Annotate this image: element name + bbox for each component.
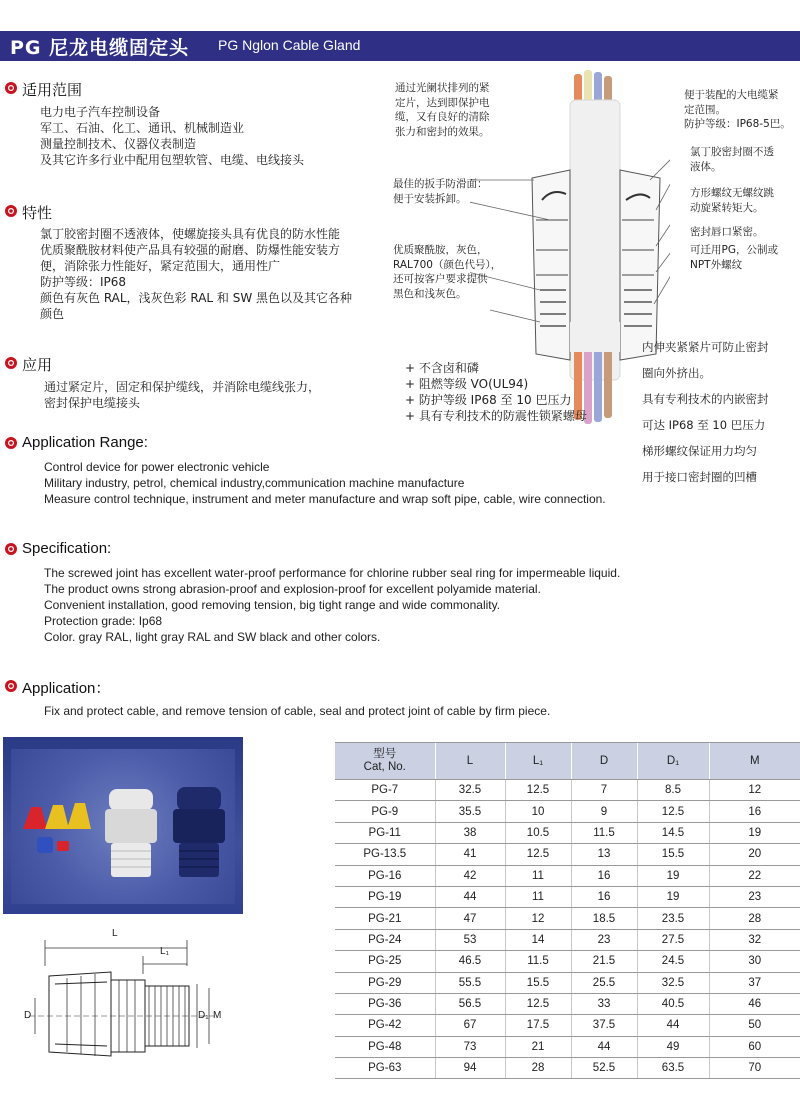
annotation-seal-ring (690, 145, 774, 174)
annotation-line: 密封唇口紧密。 (690, 226, 764, 238)
specification-line: Convenient installation, good removing tension, big tight range and wide commonality. (44, 598, 501, 612)
table-cell: 15.5 (637, 844, 709, 865)
table-cell: 73 (435, 1036, 505, 1057)
product-photo-art (11, 749, 235, 904)
table-cell: 70 (709, 1058, 800, 1079)
feature-item: + 不含卤和磷 (405, 361, 479, 375)
application-zh-line: 通过紧定片，固定和保护缆线，并消除电缆线张力， (44, 380, 321, 394)
table-cell: 33 (571, 993, 637, 1014)
table-cell-model: PG-36 (335, 993, 435, 1014)
application-en-line: Fix and protect cable, and remove tension of cable, seal and protect joint of cable by firm piece. (44, 704, 551, 718)
annotation-line: 便于安装拆卸。 (393, 192, 467, 205)
specification-text (44, 565, 620, 645)
annotation-line: 最佳的扳手防滑面： (393, 178, 488, 190)
table-row (335, 844, 800, 865)
scope-line: 测量控制技术、仪器仪表制造 (40, 137, 197, 151)
features-line: 防护等级：IP68 (40, 275, 127, 289)
features-line: 便，消除张力性能好，紧定范围大，通用性广 (40, 259, 281, 273)
page-title-en: PG Nglon Cable Gland (218, 37, 361, 53)
bullet-icon (4, 542, 18, 556)
table-header-col: M (709, 743, 800, 780)
table-cell: 47 (435, 908, 505, 929)
table-cell: 11 (505, 865, 571, 886)
table-cell: 67 (435, 1015, 505, 1036)
table-cell: 19 (709, 822, 800, 843)
application-zh-line: 密封保护电缆接头 (44, 396, 141, 410)
side-note: 可达 IP68 至 10 巴压力 (642, 418, 766, 432)
table-header-cat-zh: 型号 (373, 748, 397, 760)
feature-list (405, 360, 587, 424)
table-cell: 46.5 (435, 951, 505, 972)
table-cell: 94 (435, 1058, 505, 1079)
table-row (335, 908, 800, 929)
table-cell: 16 (571, 865, 637, 886)
specification-line: Protection grade: Ip68 (44, 614, 163, 628)
page-title-zh: PG 尼龙电缆固定头 (10, 37, 190, 59)
table-cell: 42 (435, 865, 505, 886)
annotation-line: 防护等级：IP68-5巴。 (684, 118, 791, 130)
table-cell: 60 (709, 1036, 800, 1057)
feature-item: + 阻燃等级 VO(UL94) (405, 377, 529, 391)
table-cell: 8.5 (637, 780, 709, 801)
table-header-row (335, 743, 800, 780)
table-row (335, 865, 800, 886)
table-header-col: L (435, 743, 505, 780)
features-text (40, 226, 352, 322)
table-cell: 21 (505, 1036, 571, 1057)
annotation-wrench-surface (393, 177, 488, 206)
scope-line: 电力电子汽车控制设备 (40, 105, 161, 119)
table-cell: 37 (709, 972, 800, 993)
table-row (335, 1015, 800, 1036)
section-title-specification: Specification: (22, 540, 112, 557)
table-row (335, 951, 800, 972)
table-cell: 25.5 (571, 972, 637, 993)
table-cell: 28 (505, 1058, 571, 1079)
table-cell: 22 (709, 865, 800, 886)
side-note: 用于接口密封圈的凹槽 (642, 470, 757, 484)
table-cell-model: PG-19 (335, 886, 435, 907)
table-cell: 10.5 (505, 822, 571, 843)
table-row (335, 801, 800, 822)
scope-line: 及其它许多行业中配用包塑软管、电缆、电线接头 (40, 153, 305, 167)
side-notes (642, 334, 769, 490)
gland-body-left (532, 170, 570, 360)
features-line: 优质聚酰胺材料使产品具有较强的耐磨、防爆性能安装方 (40, 243, 341, 257)
table-cell: 32 (709, 929, 800, 950)
dim-label-L: L (112, 928, 118, 939)
table-cell: 23 (709, 886, 800, 907)
annotation-seal-lip (690, 225, 764, 240)
annotation-material (393, 243, 501, 301)
table-cell-model: PG-21 (335, 908, 435, 929)
table-cell: 46 (709, 993, 800, 1014)
table-cell: 12 (505, 908, 571, 929)
table-cell-model: PG-11 (335, 822, 435, 843)
table-cell: 44 (435, 886, 505, 907)
scope-line: 军工、石油、化工、通讯、机械制造业 (40, 121, 245, 135)
annotation-square-thread (690, 186, 774, 215)
table-cell: 16 (571, 886, 637, 907)
section-title-application-en: Application： (22, 680, 111, 697)
table-cell: 21.5 (571, 951, 637, 972)
table-cell: 12.5 (505, 780, 571, 801)
table-header-cat (335, 743, 435, 780)
features-line: 氯丁胶密封圈不透液体，使螺旋接头具有优良的防水性能 (40, 227, 341, 241)
table-cell: 23 (571, 929, 637, 950)
table-header-cat-en: Cat, No. (363, 761, 406, 773)
specification-line: The product owns strong abrasion-proof and explosion-proof for excellent polyamide material. (44, 582, 541, 596)
annotation-line: 缆，又有良好的清除 (395, 111, 490, 123)
table-row (335, 1036, 800, 1057)
table-cell: 18.5 (571, 908, 637, 929)
table-cell: 14.5 (637, 822, 709, 843)
table-row (335, 780, 800, 801)
table-cell: 19 (637, 865, 709, 886)
table-row (335, 822, 800, 843)
table-cell: 44 (637, 1015, 709, 1036)
table-cell: 14 (505, 929, 571, 950)
table-cell: 56.5 (435, 993, 505, 1014)
annotation-line: 便于装配的大电缆紧 (684, 89, 779, 101)
table-cell: 53 (435, 929, 505, 950)
table-row (335, 1058, 800, 1079)
table-cell-model: PG-16 (335, 865, 435, 886)
table-cell: 63.5 (637, 1058, 709, 1079)
application-en-text (44, 703, 550, 719)
annotation-line: NPT外螺纹 (690, 258, 743, 271)
table-cell: 38 (435, 822, 505, 843)
title-bar (0, 31, 800, 61)
annotation-line: 优质聚酰胺，灰色， (393, 244, 488, 256)
scope-text (40, 104, 304, 168)
table-cell: 32.5 (435, 780, 505, 801)
dim-label-D: D (24, 1010, 32, 1021)
table-cell: 11.5 (505, 951, 571, 972)
table-row (335, 993, 800, 1014)
feature-item: + 具有专利技术的防震性锁紧螺母 (405, 409, 587, 423)
product-photo (3, 737, 243, 914)
application-zh-text (44, 379, 320, 411)
specification-line: The screwed joint has excellent water-proof performance for chlorine rubber seal ring for impermeable liquid. (44, 566, 621, 580)
annotation-thread-type (690, 243, 778, 272)
table-header-col: D₁ (637, 743, 709, 780)
table-row (335, 972, 800, 993)
annotation-line: 黑色和浅灰色。 (393, 287, 467, 300)
table-cell-model: PG-29 (335, 972, 435, 993)
table-cell: 12.5 (637, 801, 709, 822)
table-cell: 15.5 (505, 972, 571, 993)
table-cell: 52.5 (571, 1058, 637, 1079)
dim-label-M: M (213, 1010, 222, 1021)
spec-table (335, 742, 800, 1079)
annotation-line: 通过光阑状排列的紧 (395, 82, 490, 94)
section-title-application-zh: 应用 (22, 356, 53, 374)
features-line: 颜色有灰色 RAL，浅灰色彩 RAL 和 SW 黑色以及其它各种 (40, 291, 353, 305)
table-cell: 23.5 (637, 908, 709, 929)
table-cell: 40.5 (637, 993, 709, 1014)
annotation-clamp-range (684, 88, 791, 132)
bullet-icon (4, 679, 18, 693)
annotation-line: 方形螺纹无螺纹跳 (690, 187, 774, 199)
gland-body-right (620, 170, 660, 360)
bullet-icon (4, 436, 18, 450)
table-cell: 55.5 (435, 972, 505, 993)
annotation-line: 定范围。 (684, 103, 726, 116)
section-title-application-range: Application Range: (22, 434, 148, 451)
annotation-line: 定片，达到即保护电 (395, 96, 490, 109)
annotation-slats (395, 81, 490, 139)
dim-label-D1: D₁ (198, 1010, 209, 1021)
side-note: 具有专利技术的内嵌密封 (642, 392, 769, 406)
table-cell: 11 (505, 886, 571, 907)
bullet-icon (4, 356, 18, 370)
table-cell-model: PG-25 (335, 951, 435, 972)
table-cell-model: PG-9 (335, 801, 435, 822)
table-cell: 19 (637, 886, 709, 907)
side-note: 圈向外挤出。 (642, 366, 711, 380)
table-cell: 28 (709, 908, 800, 929)
table-cell: 13 (571, 844, 637, 865)
annotation-line: 氯丁胶密封圈不透 (690, 146, 774, 158)
section-title-features: 特性 (22, 204, 53, 222)
table-cell: 24.5 (637, 951, 709, 972)
table-cell: 17.5 (505, 1015, 571, 1036)
table-cell-model: PG-63 (335, 1058, 435, 1079)
table-cell: 30 (709, 951, 800, 972)
table-cell: 10 (505, 801, 571, 822)
table-cell: 12.5 (505, 844, 571, 865)
table-cell: 12.5 (505, 993, 571, 1014)
features-line: 颜色 (40, 307, 65, 321)
table-cell: 11.5 (571, 822, 637, 843)
annotation-line: RAL700（颜色代号）， (393, 258, 502, 271)
annotation-line: 可迁用PG，公制或 (690, 244, 778, 256)
table-cell: 50 (709, 1015, 800, 1036)
annotation-line: 液体。 (690, 160, 722, 173)
dim-label-L1: L₁ (160, 946, 169, 957)
table-cell-model: PG-24 (335, 929, 435, 950)
table-cell: 16 (709, 801, 800, 822)
annotation-line: 张力和密封的效果。 (395, 125, 490, 138)
feature-item: + 防护等级 IP68 至 10 巴压力 (405, 393, 572, 407)
annotation-line: 动旋紧转矩大。 (690, 201, 764, 214)
table-cell: 37.5 (571, 1015, 637, 1036)
table-cell: 7 (571, 780, 637, 801)
dimension-drawing (15, 926, 235, 1076)
table-cell: 27.5 (637, 929, 709, 950)
application-range-line: Measure control technique, instrument and meter manufacture and wrap soft pipe, cable, wire connection. (44, 492, 606, 506)
table-row (335, 929, 800, 950)
table-cell: 44 (571, 1036, 637, 1057)
specification-line: Color. gray RAL, light gray RAL and SW black and other colors. (44, 630, 381, 644)
side-note: 内伸夹紧紧片可防止密封 (642, 340, 769, 354)
table-cell: 32.5 (637, 972, 709, 993)
table-cell-model: PG-42 (335, 1015, 435, 1036)
table-cell: 9 (571, 801, 637, 822)
bullet-icon (4, 204, 18, 218)
side-note: 梯形螺纹保证用力均匀 (642, 444, 757, 458)
table-cell: 35.5 (435, 801, 505, 822)
application-range-line: Control device for power electronic vehicle (44, 460, 270, 474)
table-header-col: D (571, 743, 637, 780)
bullet-icon (4, 81, 18, 95)
table-cell-model: PG-7 (335, 780, 435, 801)
application-range-line: Military industry, petrol, chemical industry,communication machine manufacture (44, 476, 465, 490)
table-cell: 49 (637, 1036, 709, 1057)
table-cell: 12 (709, 780, 800, 801)
wire-blue-bottom (594, 340, 602, 422)
annotation-line: 还可按客户要求提供 (393, 273, 488, 285)
table-row (335, 886, 800, 907)
table-cell: 20 (709, 844, 800, 865)
table-cell-model: PG-48 (335, 1036, 435, 1057)
table-cell-model: PG-13.5 (335, 844, 435, 865)
table-cell: 41 (435, 844, 505, 865)
section-title-scope: 适用范围 (22, 81, 83, 99)
table-header-col: L₁ (505, 743, 571, 780)
